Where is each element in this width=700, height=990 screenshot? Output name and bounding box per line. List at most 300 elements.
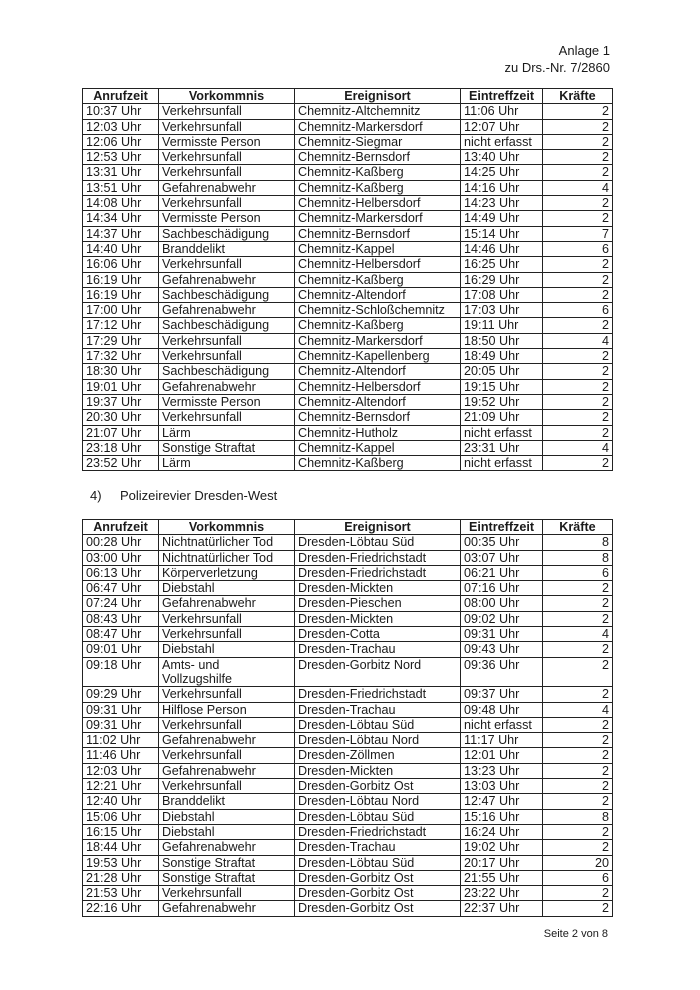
col-anrufzeit: Anrufzeit xyxy=(83,89,159,104)
cell-ereignisort: Chemnitz-Altchemnitz xyxy=(295,104,461,119)
cell-eintreffzeit: 06:21 Uhr xyxy=(461,565,543,580)
cell-eintreffzeit: 03:07 Uhr xyxy=(461,550,543,565)
col-vorkommnis: Vorkommnis xyxy=(159,89,295,104)
cell-eintreffzeit: 12:07 Uhr xyxy=(461,119,543,134)
table-row xyxy=(83,196,613,211)
table-row xyxy=(83,226,613,241)
cell-ereignisort: Dresden-Löbtau Süd xyxy=(295,717,461,732)
cell-ereignisort: Chemnitz-Kappel xyxy=(295,241,461,256)
col-eintreffzeit: Eintreffzeit xyxy=(461,520,543,535)
cell-kraefte: 2 xyxy=(543,717,613,732)
cell-ereignisort: Dresden-Trachau xyxy=(295,840,461,855)
table-row xyxy=(83,287,613,302)
cell-eintreffzeit: 16:25 Uhr xyxy=(461,257,543,272)
col-anrufzeit: Anrufzeit xyxy=(83,520,159,535)
cell-eintreffzeit: 14:49 Uhr xyxy=(461,211,543,226)
cell-eintreffzeit: 17:08 Uhr xyxy=(461,287,543,302)
cell-ereignisort: Chemnitz-Bernsdorf xyxy=(295,410,461,425)
cell-anrufzeit: 18:44 Uhr xyxy=(83,840,159,855)
cell-eintreffzeit: 08:00 Uhr xyxy=(461,596,543,611)
cell-eintreffzeit: nicht erfasst xyxy=(461,425,543,440)
cell-kraefte: 2 xyxy=(543,687,613,702)
cell-eintreffzeit: 18:49 Uhr xyxy=(461,349,543,364)
table-row xyxy=(83,809,613,824)
table-row xyxy=(83,425,613,440)
col-ereignisort: Ereignisort xyxy=(295,520,461,535)
cell-ereignisort: Chemnitz-Hutholz xyxy=(295,425,461,440)
table-row xyxy=(83,211,613,226)
table-row xyxy=(83,581,613,596)
cell-eintreffzeit: 19:15 Uhr xyxy=(461,379,543,394)
cell-eintreffzeit: 09:48 Uhr xyxy=(461,702,543,717)
cell-eintreffzeit: 07:16 Uhr xyxy=(461,581,543,596)
cell-kraefte: 2 xyxy=(543,364,613,379)
cell-vorkommnis: Sonstige Straftat xyxy=(159,440,295,455)
cell-kraefte: 2 xyxy=(543,642,613,657)
table-header xyxy=(83,89,613,104)
cell-vorkommnis: Verkehrsunfall xyxy=(159,886,295,901)
cell-anrufzeit: 03:00 Uhr xyxy=(83,550,159,565)
cell-ereignisort: Dresden-Mickten xyxy=(295,763,461,778)
cell-anrufzeit: 22:16 Uhr xyxy=(83,901,159,916)
cell-anrufzeit: 09:01 Uhr xyxy=(83,642,159,657)
cell-ereignisort: Chemnitz-Schloßchemnitz xyxy=(295,303,461,318)
cell-vorkommnis: Gefahrenabwehr xyxy=(159,733,295,748)
table-row xyxy=(83,824,613,839)
cell-anrufzeit: 14:37 Uhr xyxy=(83,226,159,241)
cell-ereignisort: Dresden-Löbtau Nord xyxy=(295,733,461,748)
cell-ereignisort: Dresden-Gorbitz Ost xyxy=(295,779,461,794)
cell-kraefte: 2 xyxy=(543,840,613,855)
cell-anrufzeit: 11:02 Uhr xyxy=(83,733,159,748)
cell-kraefte: 2 xyxy=(543,611,613,626)
cell-anrufzeit: 16:19 Uhr xyxy=(83,272,159,287)
cell-kraefte: 8 xyxy=(543,809,613,824)
cell-vorkommnis: Sachbeschädigung xyxy=(159,318,295,333)
cell-anrufzeit: 09:31 Uhr xyxy=(83,717,159,732)
cell-vorkommnis: Körperverletzung xyxy=(159,565,295,580)
cell-anrufzeit: 10:37 Uhr xyxy=(83,104,159,119)
cell-vorkommnis: Gefahrenabwehr xyxy=(159,180,295,195)
cell-vorkommnis: Hilflose Person xyxy=(159,702,295,717)
cell-ereignisort: Dresden-Gorbitz Ost xyxy=(295,870,461,885)
cell-anrufzeit: 13:31 Uhr xyxy=(83,165,159,180)
cell-ereignisort: Chemnitz-Markersdorf xyxy=(295,119,461,134)
cell-anrufzeit: 06:47 Uhr xyxy=(83,581,159,596)
cell-kraefte: 2 xyxy=(543,134,613,149)
cell-ereignisort: Dresden-Löbtau Süd xyxy=(295,535,461,550)
table-row xyxy=(83,733,613,748)
table-header xyxy=(83,520,613,535)
cell-ereignisort: Dresden-Gorbitz Ost xyxy=(295,886,461,901)
table-row xyxy=(83,627,613,642)
table-row xyxy=(83,303,613,318)
table-row xyxy=(83,119,613,134)
cell-eintreffzeit: 23:31 Uhr xyxy=(461,440,543,455)
cell-kraefte: 2 xyxy=(543,287,613,302)
cell-anrufzeit: 11:46 Uhr xyxy=(83,748,159,763)
table-row xyxy=(83,257,613,272)
table-row xyxy=(83,349,613,364)
cell-anrufzeit: 12:21 Uhr xyxy=(83,779,159,794)
cell-eintreffzeit: nicht erfasst xyxy=(461,456,543,471)
table-row xyxy=(83,550,613,565)
cell-kraefte: 2 xyxy=(543,410,613,425)
cell-anrufzeit: 07:24 Uhr xyxy=(83,596,159,611)
table-row xyxy=(83,657,613,687)
cell-vorkommnis: Verkehrsunfall xyxy=(159,150,295,165)
table-row xyxy=(83,364,613,379)
cell-eintreffzeit: 17:03 Uhr xyxy=(461,303,543,318)
cell-ereignisort: Chemnitz-Siegmar xyxy=(295,134,461,149)
cell-eintreffzeit: 15:16 Uhr xyxy=(461,809,543,824)
cell-ereignisort: Chemnitz-Kaßberg xyxy=(295,318,461,333)
table-row xyxy=(83,333,613,348)
cell-vorkommnis: Diebstahl xyxy=(159,642,295,657)
cell-anrufzeit: 14:08 Uhr xyxy=(83,196,159,211)
table-row xyxy=(83,440,613,455)
cell-eintreffzeit: 00:35 Uhr xyxy=(461,535,543,550)
cell-anrufzeit: 17:29 Uhr xyxy=(83,333,159,348)
cell-kraefte: 2 xyxy=(543,165,613,180)
table-row xyxy=(83,855,613,870)
cell-ereignisort: Chemnitz-Kaßberg xyxy=(295,165,461,180)
cell-ereignisort: Chemnitz-Altendorf xyxy=(295,394,461,409)
cell-eintreffzeit: 15:14 Uhr xyxy=(461,226,543,241)
cell-anrufzeit: 06:13 Uhr xyxy=(83,565,159,580)
cell-anrufzeit: 21:07 Uhr xyxy=(83,425,159,440)
cell-ereignisort: Chemnitz-Bernsdorf xyxy=(295,150,461,165)
cell-vorkommnis: Sonstige Straftat xyxy=(159,870,295,885)
cell-kraefte: 4 xyxy=(543,627,613,642)
cell-ereignisort: Chemnitz-Bernsdorf xyxy=(295,226,461,241)
col-kraefte: Kräfte xyxy=(543,89,613,104)
table-row xyxy=(83,611,613,626)
cell-eintreffzeit: 13:03 Uhr xyxy=(461,779,543,794)
cell-kraefte: 6 xyxy=(543,870,613,885)
cell-vorkommnis: Verkehrsunfall xyxy=(159,349,295,364)
cell-anrufzeit: 19:37 Uhr xyxy=(83,394,159,409)
cell-anrufzeit: 09:18 Uhr xyxy=(83,657,159,687)
table-row xyxy=(83,748,613,763)
cell-vorkommnis: Gefahrenabwehr xyxy=(159,596,295,611)
cell-eintreffzeit: 19:52 Uhr xyxy=(461,394,543,409)
cell-kraefte: 2 xyxy=(543,211,613,226)
cell-kraefte: 2 xyxy=(543,456,613,471)
cell-kraefte: 2 xyxy=(543,763,613,778)
cell-eintreffzeit: 21:55 Uhr xyxy=(461,870,543,885)
cell-kraefte: 2 xyxy=(543,748,613,763)
cell-vorkommnis: Verkehrsunfall xyxy=(159,410,295,425)
cell-anrufzeit: 12:03 Uhr xyxy=(83,119,159,134)
cell-kraefte: 2 xyxy=(543,119,613,134)
cell-vorkommnis: Gefahrenabwehr xyxy=(159,763,295,778)
page-number: Seite 2 von 8 xyxy=(543,928,608,940)
cell-vorkommnis: Verkehrsunfall xyxy=(159,333,295,348)
cell-vorkommnis: Verkehrsunfall xyxy=(159,717,295,732)
cell-vorkommnis: Verkehrsunfall xyxy=(159,627,295,642)
cell-eintreffzeit: 16:24 Uhr xyxy=(461,824,543,839)
table-row xyxy=(83,535,613,550)
cell-kraefte: 7 xyxy=(543,226,613,241)
cell-anrufzeit: 13:51 Uhr xyxy=(83,180,159,195)
cell-eintreffzeit: 09:37 Uhr xyxy=(461,687,543,702)
cell-ereignisort: Dresden-Löbtau Süd xyxy=(295,809,461,824)
cell-kraefte: 4 xyxy=(543,440,613,455)
cell-eintreffzeit: 22:37 Uhr xyxy=(461,901,543,916)
cell-kraefte: 4 xyxy=(543,180,613,195)
table-row xyxy=(83,901,613,916)
cell-vorkommnis: Vermisste Person xyxy=(159,134,295,149)
table-row xyxy=(83,687,613,702)
table-body xyxy=(83,104,613,471)
table-row xyxy=(83,410,613,425)
cell-kraefte: 2 xyxy=(543,779,613,794)
cell-kraefte: 2 xyxy=(543,794,613,809)
cell-kraefte: 2 xyxy=(543,318,613,333)
cell-kraefte: 2 xyxy=(543,425,613,440)
cell-anrufzeit: 16:15 Uhr xyxy=(83,824,159,839)
cell-ereignisort: Chemnitz-Altendorf xyxy=(295,287,461,302)
table-row xyxy=(83,886,613,901)
cell-kraefte: 4 xyxy=(543,333,613,348)
cell-eintreffzeit: nicht erfasst xyxy=(461,134,543,149)
cell-vorkommnis: Diebstahl xyxy=(159,809,295,824)
table-row xyxy=(83,763,613,778)
table-row xyxy=(83,779,613,794)
cell-vorkommnis: Diebstahl xyxy=(159,824,295,839)
cell-eintreffzeit: 12:47 Uhr xyxy=(461,794,543,809)
cell-kraefte: 2 xyxy=(543,824,613,839)
header-row xyxy=(83,520,613,535)
cell-ereignisort: Dresden-Mickten xyxy=(295,581,461,596)
table-row xyxy=(83,180,613,195)
cell-anrufzeit: 09:31 Uhr xyxy=(83,702,159,717)
cell-eintreffzeit: 11:17 Uhr xyxy=(461,733,543,748)
header-row xyxy=(83,89,613,104)
cell-vorkommnis: Verkehrsunfall xyxy=(159,196,295,211)
cell-kraefte: 2 xyxy=(543,657,613,687)
cell-kraefte: 2 xyxy=(543,196,613,211)
cell-ereignisort: Dresden-Friedrichstadt xyxy=(295,550,461,565)
table-body xyxy=(83,535,613,916)
cell-eintreffzeit: nicht erfasst xyxy=(461,717,543,732)
cell-kraefte: 6 xyxy=(543,241,613,256)
cell-anrufzeit: 18:30 Uhr xyxy=(83,364,159,379)
cell-vorkommnis: Sachbeschädigung xyxy=(159,364,295,379)
cell-eintreffzeit: 14:25 Uhr xyxy=(461,165,543,180)
cell-eintreffzeit: 09:02 Uhr xyxy=(461,611,543,626)
col-eintreffzeit: Eintreffzeit xyxy=(461,89,543,104)
cell-ereignisort: Dresden-Gorbitz Nord xyxy=(295,657,461,687)
table-row xyxy=(83,104,613,119)
cell-vorkommnis: Verkehrsunfall xyxy=(159,779,295,794)
cell-ereignisort: Dresden-Mickten xyxy=(295,611,461,626)
cell-anrufzeit: 23:52 Uhr xyxy=(83,456,159,471)
table-row xyxy=(83,456,613,471)
cell-vorkommnis: Gefahrenabwehr xyxy=(159,303,295,318)
cell-eintreffzeit: 21:09 Uhr xyxy=(461,410,543,425)
table-row xyxy=(83,150,613,165)
col-kraefte: Kräfte xyxy=(543,520,613,535)
cell-vorkommnis: Amts- und Vollzugshilfe xyxy=(159,657,295,687)
cell-anrufzeit: 17:00 Uhr xyxy=(83,303,159,318)
document-reference xyxy=(505,42,611,76)
cell-kraefte: 2 xyxy=(543,886,613,901)
cell-vorkommnis: Verkehrsunfall xyxy=(159,687,295,702)
cell-kraefte: 2 xyxy=(543,394,613,409)
cell-eintreffzeit: 09:43 Uhr xyxy=(461,642,543,657)
cell-kraefte: 2 xyxy=(543,257,613,272)
cell-vorkommnis: Nichtnatürlicher Tod xyxy=(159,535,295,550)
cell-anrufzeit: 21:28 Uhr xyxy=(83,870,159,885)
cell-ereignisort: Chemnitz-Markersdorf xyxy=(295,211,461,226)
cell-eintreffzeit: 11:06 Uhr xyxy=(461,104,543,119)
table-row xyxy=(83,165,613,180)
cell-kraefte: 2 xyxy=(543,901,613,916)
cell-vorkommnis: Vermisste Person xyxy=(159,211,295,226)
cell-anrufzeit: 00:28 Uhr xyxy=(83,535,159,550)
cell-ereignisort: Dresden-Löbtau Nord xyxy=(295,794,461,809)
cell-anrufzeit: 16:19 Uhr xyxy=(83,287,159,302)
cell-kraefte: 2 xyxy=(543,379,613,394)
table-row xyxy=(83,394,613,409)
cell-vorkommnis: Lärm xyxy=(159,425,295,440)
cell-ereignisort: Dresden-Friedrichstadt xyxy=(295,824,461,839)
cell-vorkommnis: Verkehrsunfall xyxy=(159,119,295,134)
cell-eintreffzeit: 13:40 Uhr xyxy=(461,150,543,165)
table-row xyxy=(83,379,613,394)
cell-ereignisort: Dresden-Friedrichstadt xyxy=(295,565,461,580)
table-row xyxy=(83,642,613,657)
cell-vorkommnis: Sonstige Straftat xyxy=(159,855,295,870)
cell-vorkommnis: Gefahrenabwehr xyxy=(159,840,295,855)
table-row xyxy=(83,840,613,855)
cell-kraefte: 4 xyxy=(543,702,613,717)
cell-kraefte: 8 xyxy=(543,550,613,565)
table-row xyxy=(83,565,613,580)
cell-ereignisort: Dresden-Pieschen xyxy=(295,596,461,611)
cell-kraefte: 2 xyxy=(543,150,613,165)
table-row xyxy=(83,241,613,256)
cell-kraefte: 2 xyxy=(543,349,613,364)
cell-kraefte: 2 xyxy=(543,596,613,611)
table-row xyxy=(83,318,613,333)
section-heading xyxy=(90,488,277,503)
cell-eintreffzeit: 19:02 Uhr xyxy=(461,840,543,855)
cell-anrufzeit: 21:53 Uhr xyxy=(83,886,159,901)
cell-kraefte: 6 xyxy=(543,565,613,580)
cell-anrufzeit: 08:47 Uhr xyxy=(83,627,159,642)
cell-anrufzeit: 12:53 Uhr xyxy=(83,150,159,165)
cell-ereignisort: Chemnitz-Kappel xyxy=(295,440,461,455)
cell-kraefte: 20 xyxy=(543,855,613,870)
cell-ereignisort: Dresden-Gorbitz Ost xyxy=(295,901,461,916)
cell-eintreffzeit: 13:23 Uhr xyxy=(461,763,543,778)
section-title: Polizeirevier Dresden-West xyxy=(120,488,278,503)
cell-eintreffzeit: 12:01 Uhr xyxy=(461,748,543,763)
cell-anrufzeit: 17:12 Uhr xyxy=(83,318,159,333)
cell-eintreffzeit: 23:22 Uhr xyxy=(461,886,543,901)
cell-ereignisort: Chemnitz-Helbersdorf xyxy=(295,196,461,211)
cell-anrufzeit: 12:06 Uhr xyxy=(83,134,159,149)
cell-vorkommnis: Lärm xyxy=(159,456,295,471)
cell-eintreffzeit: 09:36 Uhr xyxy=(461,657,543,687)
cell-vorkommnis: Gefahrenabwehr xyxy=(159,901,295,916)
cell-ereignisort: Chemnitz-Markersdorf xyxy=(295,333,461,348)
table-row xyxy=(83,717,613,732)
cell-ereignisort: Chemnitz-Altendorf xyxy=(295,364,461,379)
cell-anrufzeit: 14:34 Uhr xyxy=(83,211,159,226)
dresden-west-incident-table xyxy=(82,519,613,917)
cell-kraefte: 2 xyxy=(543,733,613,748)
cell-anrufzeit: 20:30 Uhr xyxy=(83,410,159,425)
cell-ereignisort: Chemnitz-Kaßberg xyxy=(295,180,461,195)
cell-vorkommnis: Gefahrenabwehr xyxy=(159,272,295,287)
cell-ereignisort: Chemnitz-Kaßberg xyxy=(295,456,461,471)
cell-ereignisort: Chemnitz-Helbersdorf xyxy=(295,257,461,272)
cell-anrufzeit: 12:03 Uhr xyxy=(83,763,159,778)
cell-ereignisort: Chemnitz-Helbersdorf xyxy=(295,379,461,394)
table-row xyxy=(83,794,613,809)
cell-anrufzeit: 17:32 Uhr xyxy=(83,349,159,364)
cell-vorkommnis: Nichtnatürlicher Tod xyxy=(159,550,295,565)
cell-vorkommnis: Diebstahl xyxy=(159,581,295,596)
cell-vorkommnis: Sachbeschädigung xyxy=(159,287,295,302)
cell-eintreffzeit: 18:50 Uhr xyxy=(461,333,543,348)
cell-anrufzeit: 19:01 Uhr xyxy=(83,379,159,394)
section-number: 4) xyxy=(90,488,102,503)
cell-ereignisort: Dresden-Löbtau Süd xyxy=(295,855,461,870)
cell-kraefte: 2 xyxy=(543,104,613,119)
cell-eintreffzeit: 16:29 Uhr xyxy=(461,272,543,287)
cell-vorkommnis: Branddelikt xyxy=(159,241,295,256)
cell-anrufzeit: 19:53 Uhr xyxy=(83,855,159,870)
cell-vorkommnis: Gefahrenabwehr xyxy=(159,379,295,394)
cell-kraefte: 2 xyxy=(543,272,613,287)
cell-anrufzeit: 12:40 Uhr xyxy=(83,794,159,809)
col-vorkommnis: Vorkommnis xyxy=(159,520,295,535)
cell-anrufzeit: 09:29 Uhr xyxy=(83,687,159,702)
cell-ereignisort: Chemnitz-Kaßberg xyxy=(295,272,461,287)
cell-eintreffzeit: 09:31 Uhr xyxy=(461,627,543,642)
cell-eintreffzeit: 20:17 Uhr xyxy=(461,855,543,870)
table-row xyxy=(83,134,613,149)
cell-vorkommnis: Verkehrsunfall xyxy=(159,611,295,626)
cell-vorkommnis: Verkehrsunfall xyxy=(159,165,295,180)
cell-eintreffzeit: 14:16 Uhr xyxy=(461,180,543,195)
cell-ereignisort: Chemnitz-Kapellenberg xyxy=(295,349,461,364)
cell-vorkommnis: Verkehrsunfall xyxy=(159,748,295,763)
cell-anrufzeit: 16:06 Uhr xyxy=(83,257,159,272)
attachment-label: Anlage 1 xyxy=(558,43,610,58)
cell-anrufzeit: 15:06 Uhr xyxy=(83,809,159,824)
cell-eintreffzeit: 14:46 Uhr xyxy=(461,241,543,256)
cell-ereignisort: Dresden-Trachau xyxy=(295,642,461,657)
chemnitz-incident-table xyxy=(82,88,613,471)
cell-ereignisort: Dresden-Cotta xyxy=(295,627,461,642)
cell-anrufzeit: 23:18 Uhr xyxy=(83,440,159,455)
cell-kraefte: 8 xyxy=(543,535,613,550)
cell-kraefte: 2 xyxy=(543,581,613,596)
table-row xyxy=(83,596,613,611)
cell-anrufzeit: 14:40 Uhr xyxy=(83,241,159,256)
table-row xyxy=(83,272,613,287)
cell-ereignisort: Dresden-Zöllmen xyxy=(295,748,461,763)
cell-kraefte: 6 xyxy=(543,303,613,318)
cell-vorkommnis: Sachbeschädigung xyxy=(159,226,295,241)
cell-anrufzeit: 08:43 Uhr xyxy=(83,611,159,626)
